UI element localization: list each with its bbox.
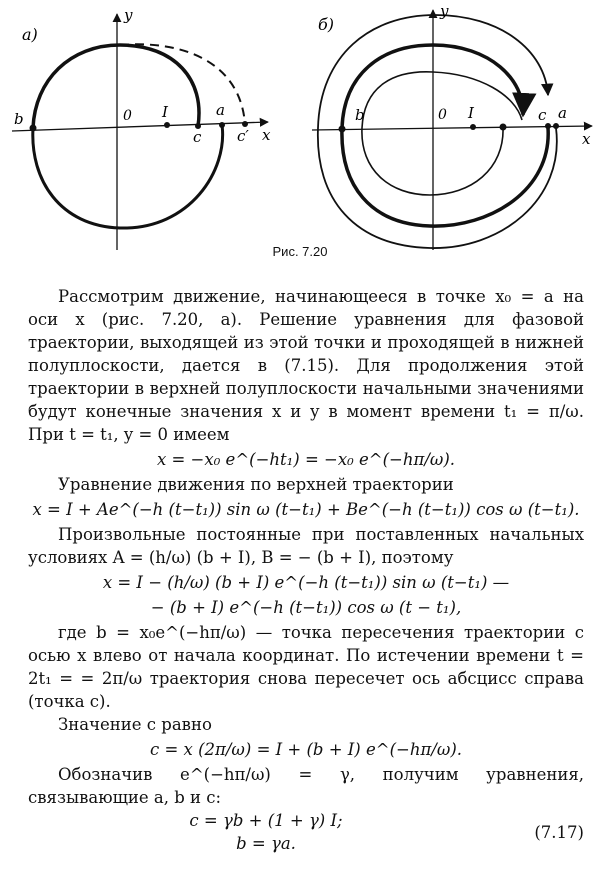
equation-3a: x = I − (h/ω) (b + I) e^(−h (t−t₁)) sin ω (t−t₁) — (102, 573, 510, 592)
point-b-a (30, 125, 37, 132)
label-cprime-a: c′ (237, 127, 249, 145)
origin-b: 0 (438, 107, 447, 123)
label-a-a: a (216, 101, 225, 119)
point-I-b (470, 124, 476, 130)
paragraph-5: Значение c равно (58, 715, 212, 734)
label-c-b: c (538, 106, 547, 124)
paragraph-6: Обозначив e^(−hπ/ω) = γ, получим уравнения, связывающие a, b и c: (28, 765, 584, 807)
equation-5b: b = γa. (236, 834, 296, 853)
figure-7-20 (0, 0, 600, 250)
equation-3b: − (b + I) e^(−h (t−t₁)) cos ω (t − t₁), (150, 598, 462, 617)
equation-5a: c = γb + (1 + γ) I; (189, 811, 343, 830)
y-label-a: y (124, 6, 133, 24)
text-body (28, 285, 584, 855)
equation-4: c = x (2π/ω) = I + (b + I) e^(−hπ/ω). (149, 740, 463, 759)
point-b-b (339, 126, 346, 133)
point-a-b (553, 123, 559, 129)
panel-label-a: а) (22, 25, 38, 44)
figure-caption: Рис. 7.20 (272, 244, 328, 259)
label-a-b: a (558, 104, 567, 122)
x-axis-a (12, 122, 268, 131)
paragraph-1: Рассмотрим движение, начинающееся в точке x₀ = a на оси x (рис. 7.20, а). Решение уравнения для фазовой траектории, выходящей из этой точки и проходящей в нижней полуплоскости, дается в (7.15). Для продолжения этой траектории в верхней полуплоскости начальными значениями будут конечные значения x и y в момент времени t₁ = π/ω. При t = t₁, y = 0 имеем (28, 287, 584, 444)
x-label-b: x (582, 130, 591, 148)
point-inner-b (500, 124, 507, 131)
x-label-a: x (262, 126, 271, 144)
panel-label-b: б) (318, 15, 335, 34)
equation-system (28, 809, 584, 855)
panel-b (312, 2, 592, 250)
paragraph-2: Уравнение движения по верхней траектории (58, 475, 454, 494)
label-b-a: b (14, 110, 24, 128)
dashed-trajectory-a (120, 44, 245, 124)
label-I-b: I (468, 104, 474, 122)
outer-spiral-b (318, 15, 557, 248)
panel-a (12, 6, 271, 250)
upper-trajectory-a (33, 45, 199, 128)
equation-1: x = −x₀ e^(−ht₁) = −x₀ e^(−hπ/ω). (156, 450, 456, 469)
equation-system-body (28, 809, 504, 855)
inner-spiral-b (362, 72, 522, 195)
y-label-b: y (440, 2, 449, 20)
paragraph-3: Произвольные постоянные при поставленных начальных условиях A = (h/ω) (b + I), B = − (b + I), поэтому (28, 525, 584, 567)
label-c-a: c (193, 128, 202, 146)
point-I-a (164, 122, 170, 128)
origin-a: 0 (123, 108, 132, 124)
label-I-a: I (162, 103, 168, 121)
label-b-b: b (355, 106, 365, 124)
equation-2: x = I + Ae^(−h (t−t₁)) sin ω (t−t₁) + Be^(−h (t−t₁)) cos ω (t−t₁). (32, 500, 580, 519)
paragraph-4: где b = x₀e^(−hπ/ω) — точка пересечения траектории с осью x влево от начала координат. По истечении времени t = 2t₁ = = 2π/ω траектория снова пересечет ось абсцисс справа (точка c). (28, 623, 584, 711)
point-a-a (219, 122, 225, 128)
equation-number: (7.17) (534, 822, 584, 842)
